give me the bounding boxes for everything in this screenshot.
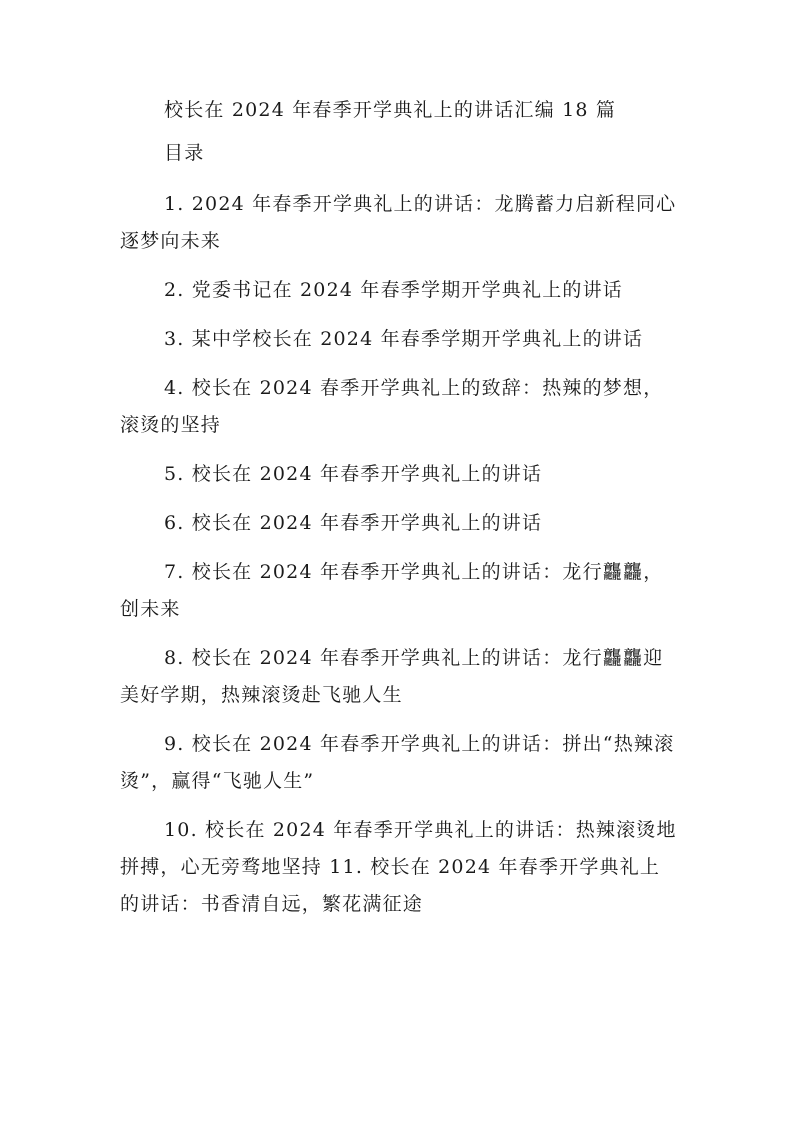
document-body [120, 92, 680, 923]
toc-item-3[interactable]: 3. 某中学校长在 2024 年春季学期开学典礼上的讲话 [164, 328, 644, 350]
toc-heading: 目录 [164, 142, 205, 164]
toc-list [120, 186, 680, 923]
toc-item-7[interactable]: 7. 校长在 2024 年春季开学典礼上的讲话：龙行龘龘，创未来 [120, 561, 664, 620]
toc-item-1[interactable]: 1. 2024 年春季开学典礼上的讲话：龙腾蓄力启新程同心逐梦向未来 [120, 193, 677, 252]
toc-item-2[interactable]: 2. 党委书记在 2024 年春季学期开学典礼上的讲话 [164, 279, 624, 301]
toc-item-4[interactable]: 4. 校长在 2024 春季开学典礼上的致辞：热辣的梦想，滚烫的坚持 [120, 377, 664, 436]
toc-item-9[interactable]: 9. 校长在 2024 年春季开学典礼上的讲话：拼出“热辣滚烫”，赢得“飞驰人生” [120, 733, 675, 792]
toc-item-10-11[interactable]: 10. 校长在 2024 年春季开学典礼上的讲话：热辣滚烫地拼搏，心无旁骛地坚持 11. 校长在 2024 年春季开学典礼上的讲话：书香清自远，繁花满征途 [120, 819, 677, 915]
toc-item-6[interactable]: 6. 校长在 2024 年春季开学典礼上的讲话 [164, 512, 543, 534]
toc-item-8[interactable]: 8. 校长在 2024 年春季开学典礼上的讲话：龙行龘龘迎美好学期，热辣滚烫赴飞驰人生 [120, 647, 664, 706]
document-title: 校长在 2024 年春季开学典礼上的讲话汇编 18 篇 [164, 99, 617, 121]
toc-item-5[interactable]: 5. 校长在 2024 年春季开学典礼上的讲话 [164, 463, 543, 485]
